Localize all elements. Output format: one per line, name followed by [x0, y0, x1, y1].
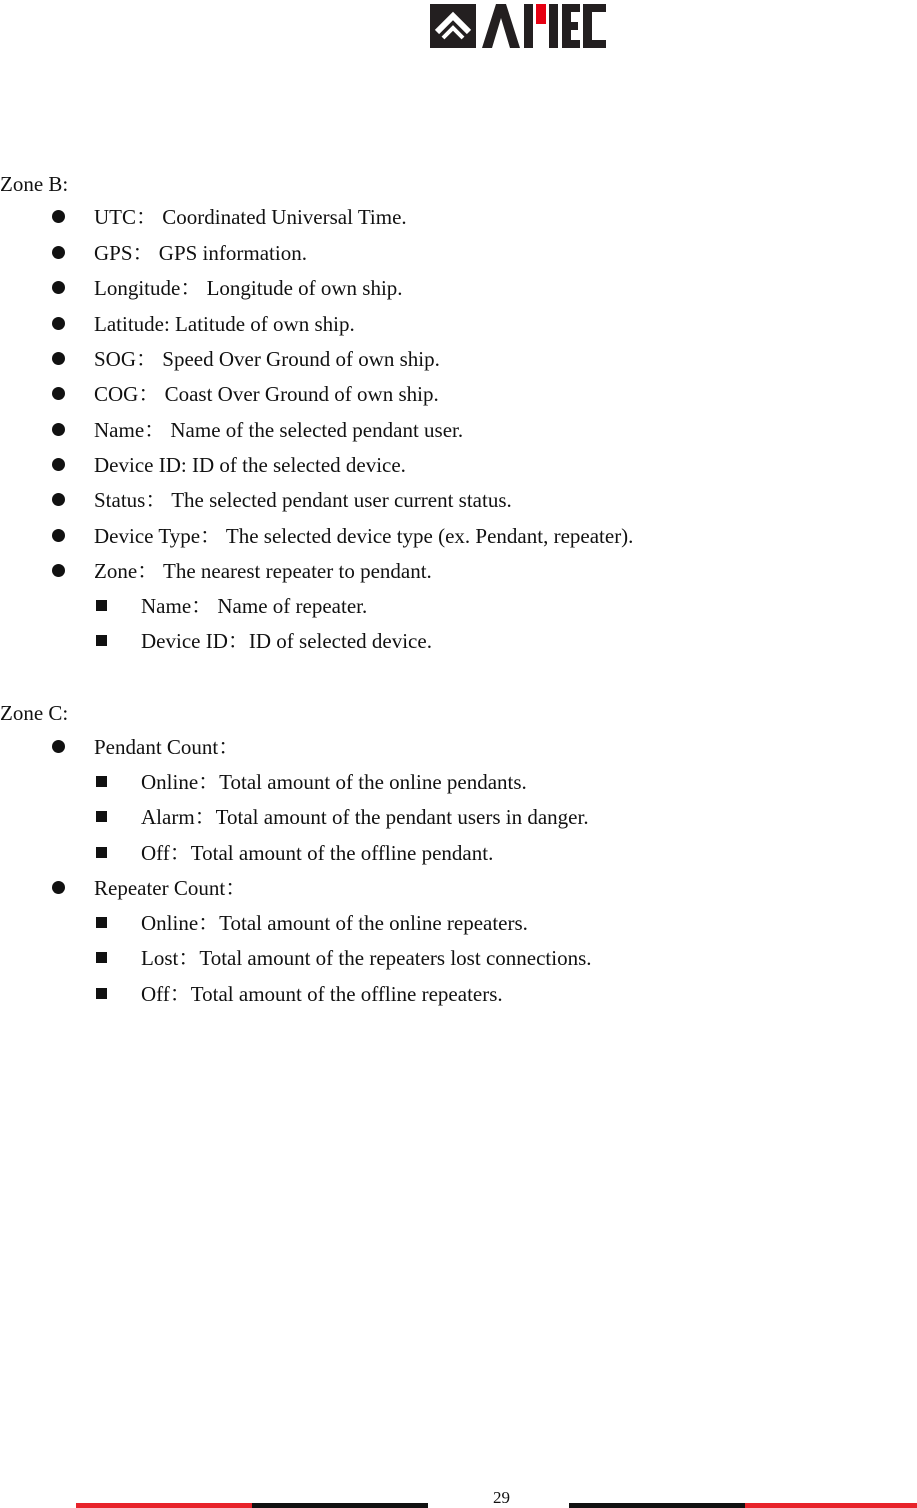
bullet-dot-icon: [52, 564, 65, 577]
bullet-dot-icon: [52, 210, 65, 223]
bullet-dot-icon: [52, 458, 65, 471]
bullet-dot-icon: [52, 493, 65, 506]
footer-bar-black-left: [252, 1503, 428, 1508]
zone-c-heading: Zone C:: [0, 701, 69, 725]
page-number: 29: [493, 1488, 510, 1507]
bullet-square-icon: [96, 847, 107, 858]
bullet-square-icon: [96, 776, 107, 787]
list-item-status: Status： The selected pendant user current status.: [94, 488, 512, 512]
footer-bar-red-right: [745, 1503, 917, 1508]
zone-b-heading: Zone B:: [0, 172, 69, 196]
bullet-square-icon: [96, 917, 107, 928]
sub-item-repeater-online: Online：Total amount of the online repeaters.: [141, 911, 528, 935]
sub-item-repeater-device-id: Device ID：ID of selected device.: [141, 629, 432, 653]
list-item-cog: COG： Coast Over Ground of own ship.: [94, 382, 439, 406]
sub-item-repeater-off: Off：Total amount of the offline repeaters.: [141, 982, 503, 1006]
bullet-dot-icon: [52, 281, 65, 294]
footer-bar-black-right: [569, 1503, 745, 1508]
sub-item-pendant-online: Online：Total amount of the online pendants.: [141, 770, 527, 794]
sub-item-repeater-name: Name： Name of repeater.: [141, 594, 368, 618]
bullet-dot-icon: [52, 387, 65, 400]
list-item-pendant-count: Pendant Count：: [94, 735, 240, 759]
bullet-dot-icon: [52, 352, 65, 365]
sub-item-pendant-off: Off：Total amount of the offline pendant.: [141, 841, 494, 865]
list-item-utc: UTC： Coordinated Universal Time.: [94, 205, 407, 229]
list-item-name: Name： Name of the selected pendant user.: [94, 418, 464, 442]
bullet-dot-icon: [52, 423, 65, 436]
sub-item-repeater-lost: Lost：Total amount of the repeaters lost connections.: [141, 946, 592, 970]
bullet-dot-icon: [52, 881, 65, 894]
bullet-square-icon: [96, 635, 107, 646]
list-item-longitude: Longitude： Longitude of own ship.: [94, 276, 403, 300]
bullet-square-icon: [96, 952, 107, 963]
list-item-sog: SOG： Speed Over Ground of own ship.: [94, 347, 440, 371]
bullet-square-icon: [96, 811, 107, 822]
sub-item-pendant-alarm: Alarm：Total amount of the pendant users in danger.: [141, 805, 589, 829]
list-item-repeater-count: Repeater Count：: [94, 876, 247, 900]
bullet-dot-icon: [52, 529, 65, 542]
amec-logo-letters: [482, 4, 606, 48]
bullet-square-icon: [96, 988, 107, 999]
list-item-latitude: Latitude: Latitude of own ship.: [94, 312, 355, 336]
list-item-device-id: Device ID: ID of the selected device.: [94, 453, 406, 477]
bullet-square-icon: [96, 600, 107, 611]
amec-logo: [430, 2, 606, 50]
list-item-device-type: Device Type： The selected device type (ex. Pendant, repeater).: [94, 524, 634, 548]
list-item-gps: GPS： GPS information.: [94, 241, 307, 265]
amec-logo-icon: [430, 4, 476, 48]
footer-bar-red-left: [76, 1503, 252, 1508]
list-item-zone: Zone： The nearest repeater to pendant.: [94, 559, 432, 583]
bullet-dot-icon: [52, 740, 65, 753]
bullet-dot-icon: [52, 317, 65, 330]
bullet-dot-icon: [52, 246, 65, 259]
